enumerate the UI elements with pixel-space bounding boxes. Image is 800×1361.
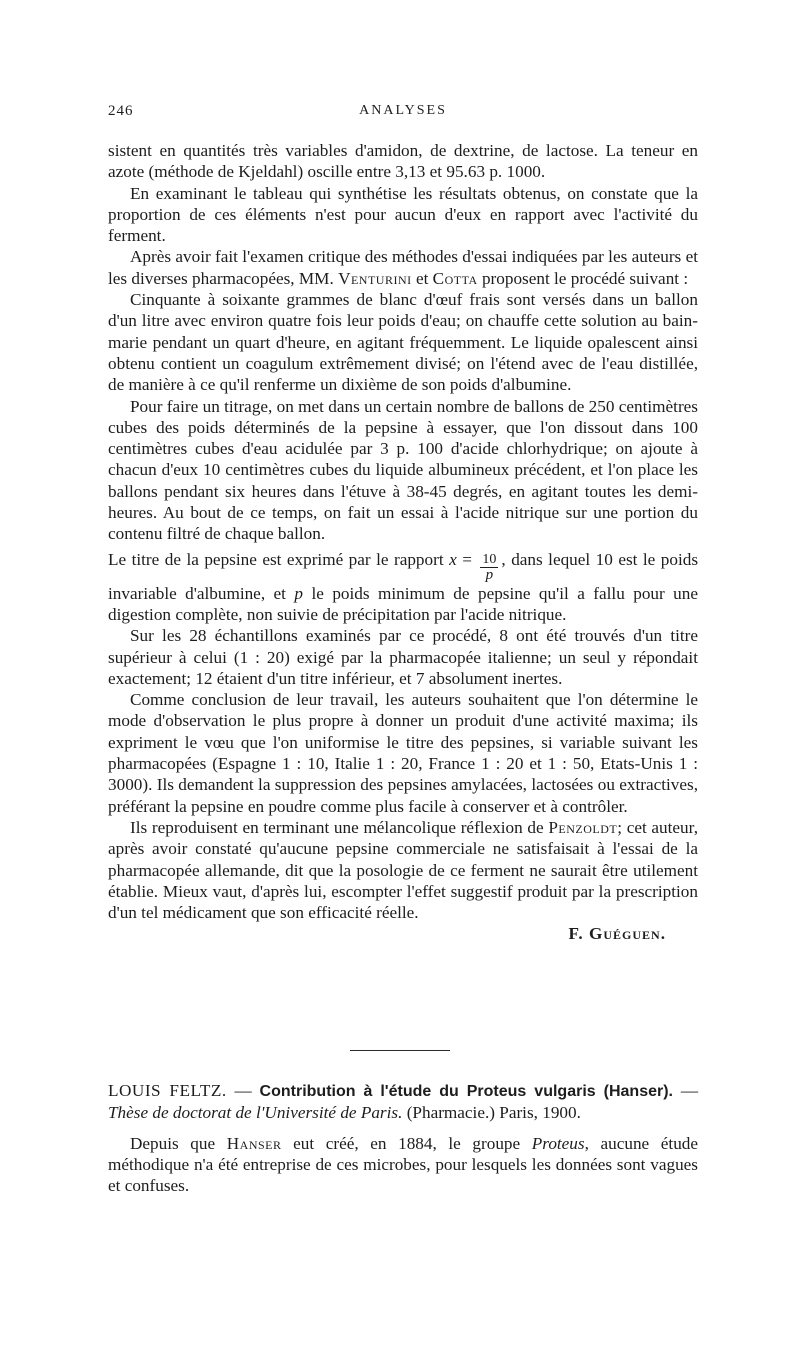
running-title: ANALYSES [359, 103, 447, 118]
review-title: Contribution à l'étude du Proteus vulgaris (Hanser). [259, 1083, 673, 1100]
genus-name: Proteus [531, 1133, 585, 1153]
text-span: Après avoir fait l'examen critique des méthodes d'essai indiquées par les auteurs et les diverses pharmacopées, MM. [108, 247, 698, 288]
review-author: LOUIS FELTZ. [108, 1081, 227, 1100]
paragraph: Cinquante à soixante grammes de blanc d'œuf frais sont versés dans un ballon d'un litre avec environ quatre fois leur poids d'eau; on chauffe cette solution au bain-marie pendant un quart d'heure, en agitant fréquemment. Le liquide opalescent ainsi obtenu contient un coagulum extrêmement divisé; on l'étend avec de l'eau distillée, de manière à ce qu'il renferme un dixième de son poids d'albumine. [108, 290, 698, 395]
text-span: — [680, 1081, 699, 1100]
text-span: le poids minimum de pepsine qu'il a fallu pour une digestion complète, non suivie de précipitation par l'acide nitrique. [108, 583, 699, 624]
review-entry [108, 1080, 698, 1196]
author-name: Penzoldt [548, 817, 618, 837]
author-name: Cotta [432, 268, 478, 288]
formula-denominator: p [485, 566, 494, 583]
paragraph: Pour faire un titrage, on met dans un certain nombre de ballons de 250 centimètres cubes des poids déterminés de la pepsine à essayer, que l'on dissout dans 100 centimètres cubes d'eau acidulée par 3 p. 100 d'acide chlorhydrique; on ajoute à chacun d'eux 10 centimètres cubes du liquide albumineux précédent, et l'on place les ballons pendant six heures dans l'étuve à 38-45 degrés, en agitant toutes les demi-heures. Au bout de ce temps, on fait un essai à l'acide nitrique sur une portion du contenu filtré de chaque ballon. [108, 396, 698, 544]
paragraph [108, 246, 698, 289]
signature-line [108, 923, 698, 944]
paragraph [108, 817, 698, 923]
text-span: — [234, 1081, 252, 1100]
author-name: Venturini [338, 268, 412, 288]
section-divider [350, 1050, 450, 1051]
paragraph: Comme conclusion de leur travail, les auteurs souhaitent que l'on détermine le mode d'observation le plus propre à donner un produit d'une activité maxima; ils expriment le vœu que l'on uniformise le titre des pepsines, si variable suivant les pharmacopées (Espagne 1 : 10, Italie 1 : 20, France 1 : 20 et 1 : 50, Etats-Unis 1 : 3000). Ils demandent la suppression des pepsines amylacées, lactosées ou extractives, préférant la pepsine en poudre comme plus facile à conserver et à contrôler. [108, 690, 698, 816]
review-heading [108, 1080, 698, 1124]
thesis-note: Thèse de doctorat de l'Université de Paris. [108, 1103, 403, 1123]
text-span: ; cet auteur, après avoir constaté qu'aucune pepsine commerciale ne satisfaisait à l'essai de la pharmacopée allemande, dit que la posologie de ce ferment ne saurait être utilement établie. Mieux vaut, d'après lui, escompter l'effet suggestif produit par la prescription d'un tel médicament que son efficacité réelle. [108, 817, 698, 923]
text-span: , dans lequel 10 est le poids invariable d'albumine, et [108, 549, 699, 603]
text-span: Depuis que [130, 1133, 216, 1153]
page-number: 246 [108, 103, 134, 119]
author-name: Hanser [226, 1133, 282, 1153]
text-span: Le titre de la pepsine est exprimé par le rapport [108, 549, 444, 569]
text-span: Ils reproduisent en terminant une mélancolique réflexion de [130, 817, 544, 837]
text-span: proposent le procédé suivant : [481, 268, 689, 288]
text-span: p [294, 583, 304, 603]
text-span: et [415, 268, 429, 288]
formula-fraction [480, 552, 498, 583]
paragraph: Sur les 28 échantillons examinés par ce procédé, 8 ont été trouvés d'un titre supérieur à celui (1 : 20) exigé par la pharmacopée italienne; un seul y répondait exactement; 12 étaient d'un titre inférieur, et 7 absolument inertes. [108, 626, 698, 688]
publication-info: (Pharmacie.) Paris, 1900. [406, 1103, 581, 1123]
signature: F. Guéguen. [568, 924, 666, 944]
text-span: , aucune étude méthodique n'a été entreprise de ces microbes, pour lesquels les données sont vagues et confuses. [108, 1133, 699, 1196]
paragraph: sistent en quantités très variables d'amidon, de dextrine, de lactose. La teneur en azote (méthode de Kjeldahl) oscille entre 3,13 et 95.63 p. 1000. [108, 141, 698, 182]
formula-equals: = [462, 549, 472, 569]
text-span: eut créé, en 1884, le groupe [293, 1133, 521, 1153]
formula-numerator: 10 [482, 551, 497, 567]
paragraph [108, 1133, 698, 1197]
running-head [108, 103, 698, 125]
formula-variable: x [449, 549, 457, 569]
paragraph: En examinant le tableau qui synthétise les résultats obtenus, on constate que la proportion de ces éléments n'est pour aucun d'eux en rapport avec l'activité du ferment. [108, 183, 698, 246]
paragraph [108, 549, 698, 626]
article-body [108, 140, 698, 945]
